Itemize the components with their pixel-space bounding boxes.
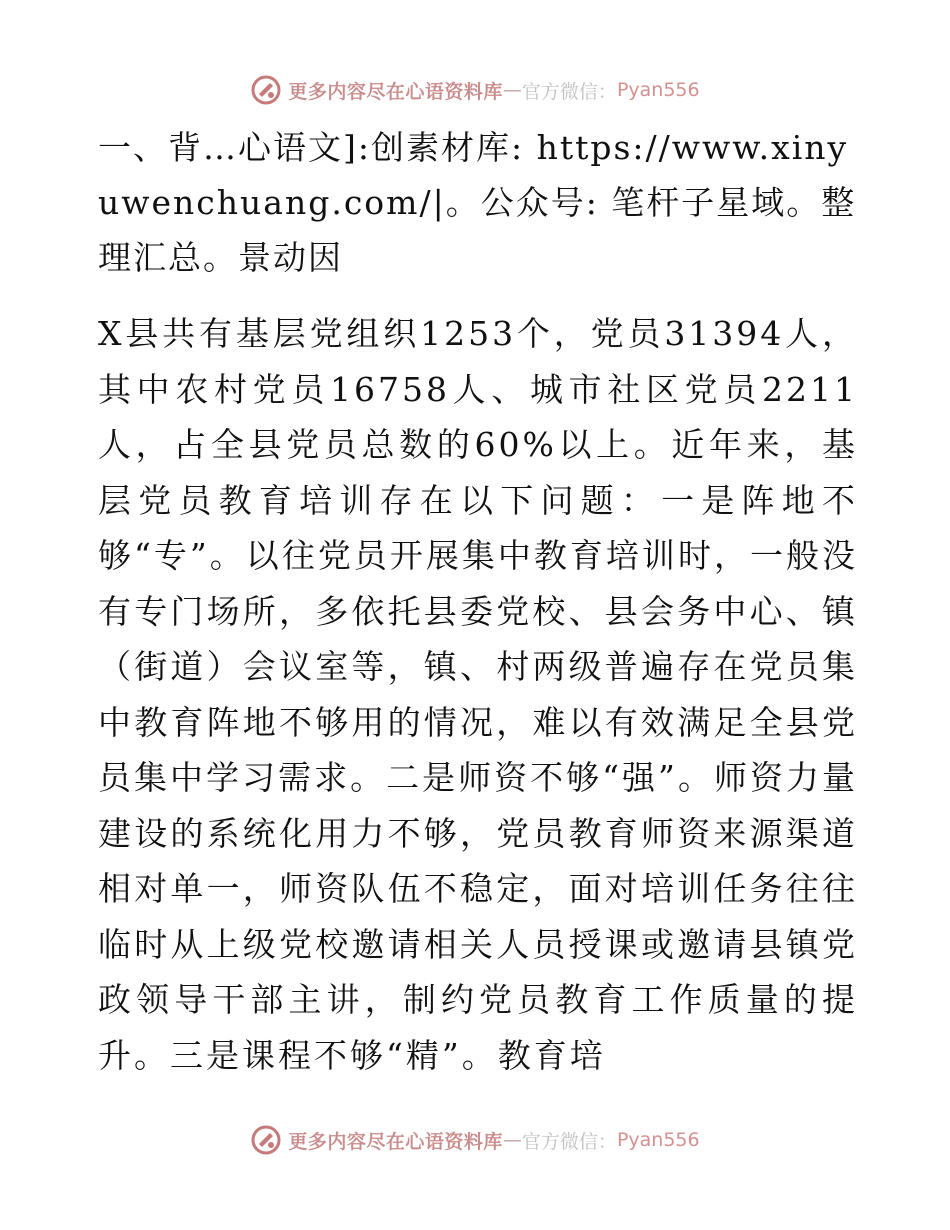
header-watermark: [0, 70, 950, 110]
watermark-main-text: 更多内容尽在心语资料库: [288, 1130, 503, 1153]
watermark-wechat-id: Pyan556: [616, 1129, 700, 1151]
seal-logo-icon: [250, 74, 282, 106]
watermark-main-text: 更多内容尽在心语资料库: [288, 80, 503, 103]
watermark-label: 官方微信：: [521, 80, 617, 103]
section-heading: 一、背…心语文]:创素材库: https://www.xinyuwenchuang.com/|。公众号: 笔杆子星域。整理汇总。景动因: [98, 128, 857, 277]
watermark-label: 官方微信：: [521, 1130, 617, 1153]
seal-logo-icon: [250, 1124, 282, 1156]
watermark-wechat-id: Pyan556: [616, 79, 700, 101]
footer-watermark: [0, 1120, 950, 1160]
watermark-separator: —: [502, 1129, 522, 1151]
body-paragraph: X县共有基层党组织1253个，党员31394人，其中农村党员16758人、城市社区党员2211人，占全县党员总数的60%以上。近年来，基层党员教育培训存在以下问题：一是阵地不够“专”。以往党员开展集中教育培训时，一般没有专门场所，多依托县委党校、县会务中心、镇（街道）会议室等，镇、村两级普遍存在党员集中教育阵地不够用的情况，难以有效满足全县党员集中学习需求。二是师资不够“强”。师资力量建设的系统化用力不够，党员教育师资来源渠道相对单一，师资队伍不稳定，面对培训任务往往临时从上级党校邀请相关人员授课或邀请县镇党政领导干部主讲，制约党员教育工作质量的提升。三是课程不够“精”。教育培: [98, 314, 858, 1075]
watermark-separator: —: [502, 79, 522, 101]
